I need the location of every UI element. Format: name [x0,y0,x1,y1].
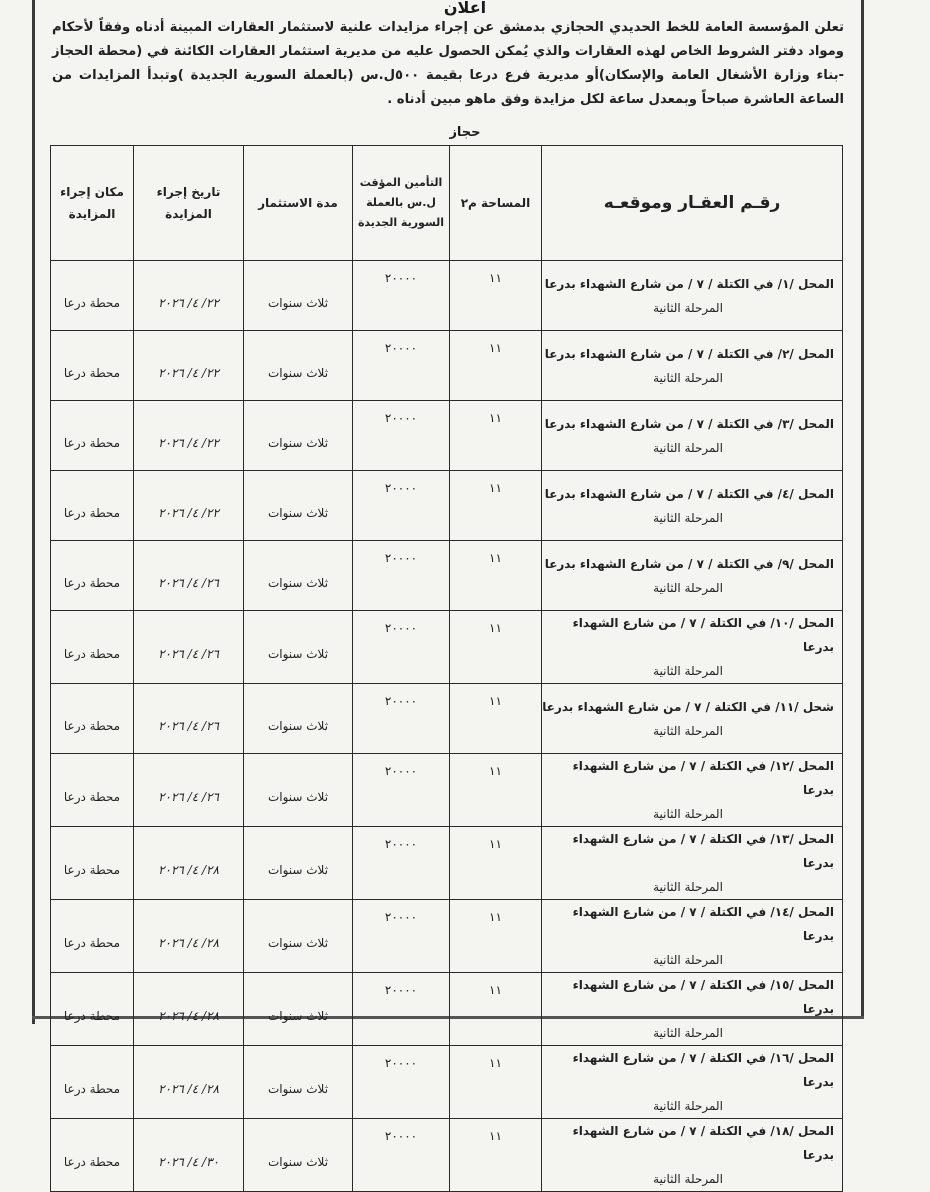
property-phase: المرحلة الثانية [653,1099,723,1113]
cell-duration: ثلاث سنوات [244,1119,353,1192]
property-phase: المرحلة الثانية [653,953,723,967]
cell-duration: ثلاث سنوات [244,900,353,973]
cell-date: ٢٨/ ٤/ ٢٠٢٦ [134,900,244,973]
cell-date: ٢٦/ ٤/ ٢٠٢٦ [134,684,244,754]
property-phase: المرحلة الثانية [653,510,723,525]
header-property: رقـم العقـار وموقعـه [542,146,843,261]
cell-place: محطة درعا [51,973,134,1046]
cell-duration: ثلاث سنوات [244,754,353,827]
cell-deposit: ٢٠٠٠٠ [353,541,450,611]
property-location: المحل /١٤/ في الكتلة / ٧ / من شارع الشهداء بدرعا [572,905,834,943]
cell-property [542,1119,843,1192]
property-location: المحل /١٣/ في الكتلة / ٧ / من شارع الشهداء بدرعا [572,832,834,870]
cell-duration: ثلاث سنوات [244,973,353,1046]
header-deposit: التأمين المؤقت ل.س بالعملة السورية الجديدة [353,146,450,261]
page-border-left [32,0,35,1024]
cell-area: ١١ [450,541,542,611]
table-header-row [51,146,843,261]
table-row [51,331,843,401]
cell-place: محطة درعا [51,754,134,827]
cell-duration: ثلاث سنوات [244,471,353,541]
cell-date: ٢٦/ ٤/ ٢٠٢٦ [134,541,244,611]
table-row [51,541,843,611]
cell-deposit: ٢٠٠٠٠ [353,401,450,471]
property-phase: المرحلة الثانية [653,807,723,821]
cell-area: ١١ [450,401,542,471]
cell-date: ٢٨/ ٤/ ٢٠٢٦ [134,973,244,1046]
cell-deposit: ٢٠٠٠٠ [353,684,450,754]
cell-place: محطة درعا [51,261,134,331]
property-phase: المرحلة الثانية [653,1172,723,1186]
cell-area: ١١ [450,611,542,684]
cell-date: ٢٨/ ٤/ ٢٠٢٦ [134,827,244,900]
cell-date: ٢٢/ ٤/ ٢٠٢٦ [134,331,244,401]
cell-date: ٣٠/ ٤/ ٢٠٢٦ [134,1119,244,1192]
cell-area: ١١ [450,754,542,827]
property-location: المحل /١٨/ في الكتلة / ٧ / من شارع الشهداء بدرعا [572,1124,834,1162]
cell-area: ١١ [450,684,542,754]
cell-duration: ثلاث سنوات [244,331,353,401]
property-location: المحل /١٥/ في الكتلة / ٧ / من شارع الشهداء بدرعا [572,978,834,1016]
property-location: المحل /١/ في الكتلة / ٧ / من شارع الشهداء بدرعا [544,276,834,291]
cell-area: ١١ [450,261,542,331]
cell-deposit: ٢٠٠٠٠ [353,331,450,401]
cell-area: ١١ [450,1046,542,1119]
property-phase: المرحلة الثانية [653,370,723,385]
table-row [51,471,843,541]
cell-place: محطة درعا [51,684,134,754]
cell-place: محطة درعا [51,471,134,541]
cell-place: محطة درعا [51,401,134,471]
cell-property [542,541,843,611]
cell-date: ٢٢/ ٤/ ٢٠٢٦ [134,261,244,331]
property-location: المحل /٢/ في الكتلة / ٧ / من شارع الشهداء بدرعا [544,346,834,361]
cell-property [542,401,843,471]
cell-deposit: ٢٠٠٠٠ [353,1046,450,1119]
cell-duration: ثلاث سنوات [244,684,353,754]
cell-area: ١١ [450,331,542,401]
cell-deposit: ٢٠٠٠٠ [353,973,450,1046]
table-row [51,827,843,900]
cell-deposit: ٢٠٠٠٠ [353,611,450,684]
cell-duration: ثلاث سنوات [244,827,353,900]
cell-property [542,331,843,401]
cell-deposit: ٢٠٠٠٠ [353,1119,450,1192]
table-row [51,754,843,827]
property-location: المحل /٤/ في الكتلة / ٧ / من شارع الشهداء بدرعا [544,486,834,501]
table-row [51,1119,843,1192]
auction-table [50,145,843,1192]
page-border-right [861,0,864,1018]
header-area: المساحة م٢ [450,146,542,261]
table-row [51,900,843,973]
header-place: مكان إجراء المزايدة [51,146,134,261]
property-phase: المرحلة الثانية [653,664,723,678]
cell-place: محطة درعا [51,900,134,973]
cell-property [542,471,843,541]
cell-deposit: ٢٠٠٠٠ [353,827,450,900]
cell-place: محطة درعا [51,1119,134,1192]
table-row [51,1046,843,1119]
table-row [51,261,843,331]
property-location: المحل /١٦/ في الكتلة / ٧ / من شارع الشهداء بدرعا [572,1051,834,1089]
cell-deposit: ٢٠٠٠٠ [353,471,450,541]
cell-deposit: ٢٠٠٠٠ [353,900,450,973]
cell-property [542,261,843,331]
cell-duration: ثلاث سنوات [244,541,353,611]
header-duration: مدة الاستثمار [244,146,353,261]
table-row [51,401,843,471]
cell-property [542,684,843,754]
cell-property [542,900,843,973]
cell-place: محطة درعا [51,611,134,684]
property-phase: المرحلة الثانية [653,580,723,595]
property-phase: المرحلة الثانية [653,723,723,738]
announcement-intro: تعلن المؤسسة العامة للخط الحديدي الحجازي بدمشق عن إجراء مزايدات علنية لاستثمار العقارات المبينة أدناه وفقاً لأحكام ومواد دفتر الشروط الخاص لهذه العقارات والذي يُمكن الحصول عليه من مديرية استثمار العقارات الكائنة في (محطة الحجاز -بناء وزارة الأشغال العامة والإسكان)أو مديرية فرع درعا بقيمة ٥٠٠ل.س (بالعملة السورية الجديدة )وتبدأ المزايدات من الساعة العاشرة صباحاً وبمعدل ساعة لكل مزايدة وفق ماهو مبين أدناه . [52,20,844,107]
cell-date: ٢٢/ ٤/ ٢٠٢٦ [134,471,244,541]
cell-place: محطة درعا [51,331,134,401]
cell-property [542,827,843,900]
table-body [51,261,843,1192]
cell-area: ١١ [450,1119,542,1192]
cell-area: ١١ [450,900,542,973]
property-location: المحل /٩/ في الكتلة / ٧ / من شارع الشهداء بدرعا [544,556,834,571]
property-phase: المرحلة الثانية [653,300,723,315]
table-row [51,611,843,684]
cell-date: ٢٢/ ٤/ ٢٠٢٦ [134,401,244,471]
table-caption: حجاز [449,125,481,140]
property-location: المحل /١٢/ في الكتلة / ٧ / من شارع الشهداء بدرعا [572,759,834,797]
cell-property [542,611,843,684]
cell-area: ١١ [450,471,542,541]
cell-duration: ثلاث سنوات [244,611,353,684]
table-row [51,684,843,754]
cell-property [542,973,843,1046]
table-row [51,973,843,1046]
property-location: المحل /٣/ في الكتلة / ٧ / من شارع الشهداء بدرعا [544,416,834,431]
cell-place: محطة درعا [51,1046,134,1119]
property-phase: المرحلة الثانية [653,880,723,894]
cell-place: محطة درعا [51,541,134,611]
cell-duration: ثلاث سنوات [244,1046,353,1119]
property-location: شحل /١١/ في الكتلة / ٧ / من شارع الشهداء بدرعا [542,699,834,714]
cell-deposit: ٢٠٠٠٠ [353,754,450,827]
cell-deposit: ٢٠٠٠٠ [353,261,450,331]
property-phase: المرحلة الثانية [653,440,723,455]
cell-date: ٢٨/ ٤/ ٢٠٢٦ [134,1046,244,1119]
cell-property [542,754,843,827]
cell-duration: ثلاث سنوات [244,401,353,471]
cell-place: محطة درعا [51,827,134,900]
announcement-title: اعلان [443,0,487,17]
cell-date: ٢٦/ ٤/ ٢٠٢٦ [134,754,244,827]
cell-property [542,1046,843,1119]
property-phase: المرحلة الثانية [653,1026,723,1040]
cell-duration: ثلاث سنوات [244,261,353,331]
cell-area: ١١ [450,827,542,900]
cell-date: ٢٦/ ٤/ ٢٠٢٦ [134,611,244,684]
property-location: المحل /١٠/ في الكتلة / ٧ / من شارع الشهداء بدرعا [572,616,834,654]
cell-area: ١١ [450,973,542,1046]
header-date: تاريخ إجراء المزايدة [134,146,244,261]
